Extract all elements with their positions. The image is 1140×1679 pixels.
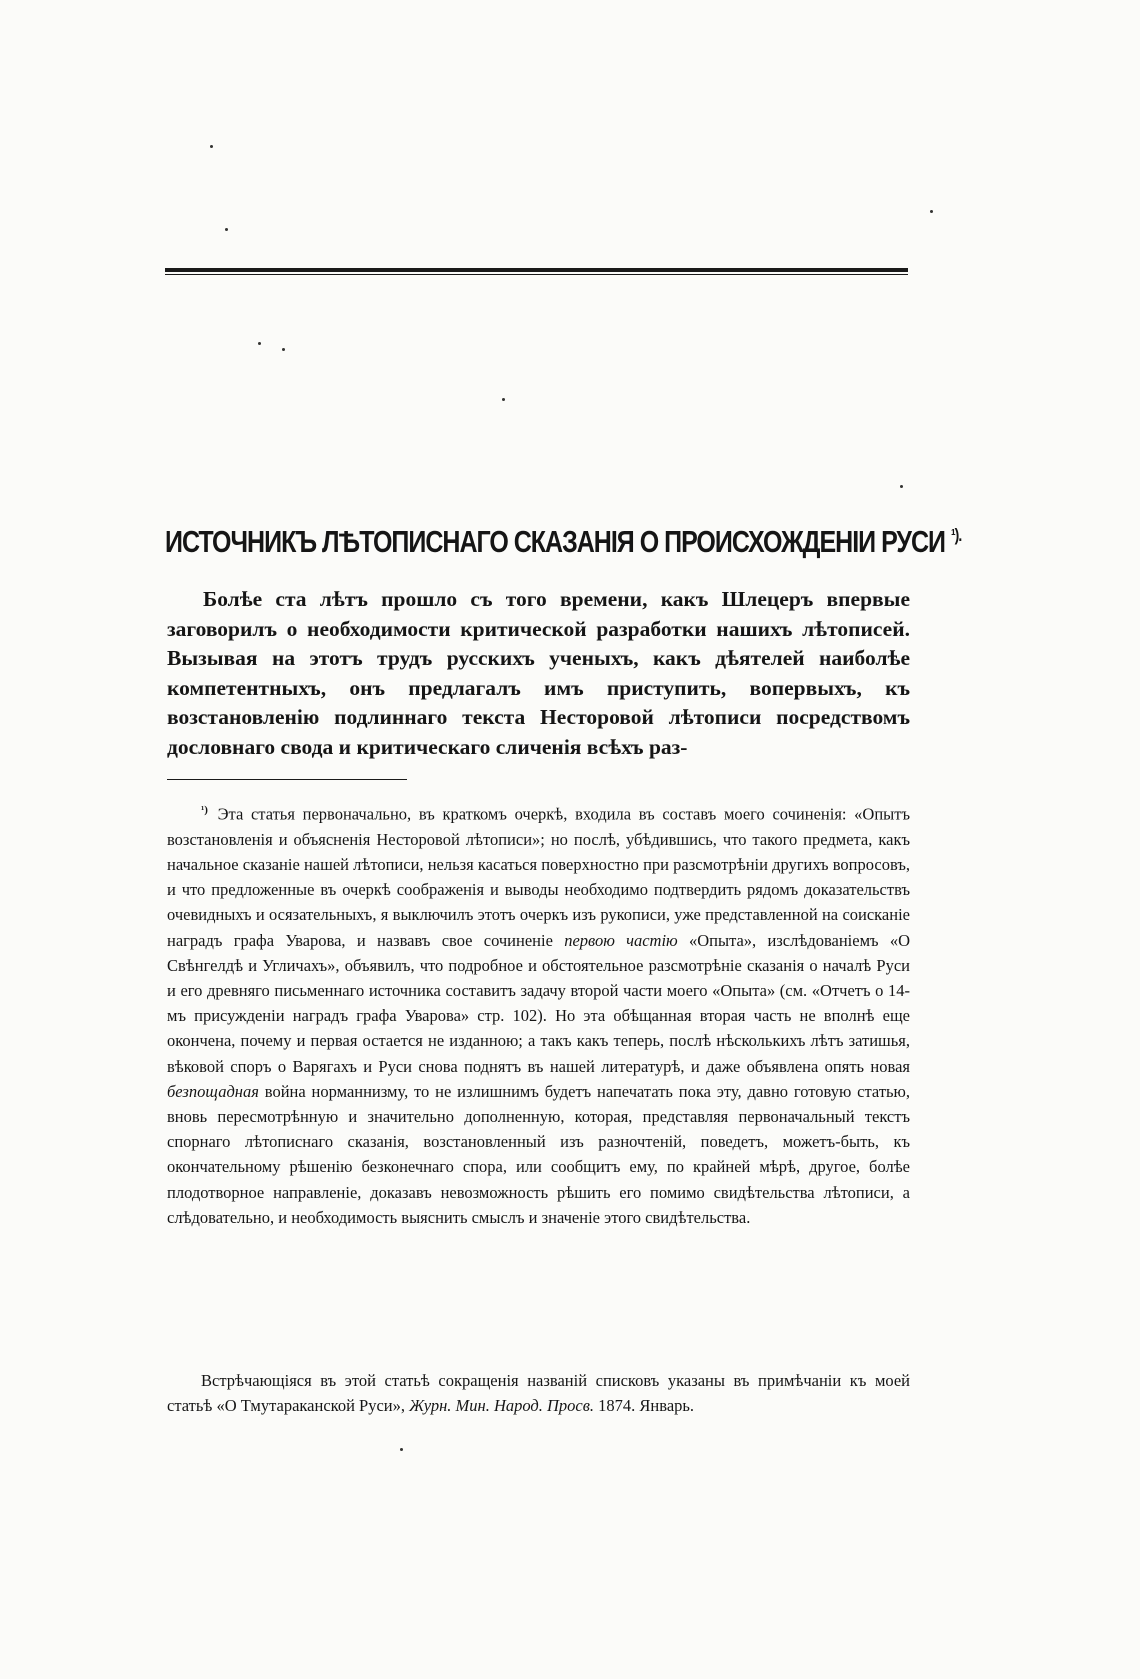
header-double-rule-thin — [165, 274, 908, 275]
footnote-emphasis-2: безпощадная — [167, 1081, 259, 1101]
print-speck — [210, 145, 213, 148]
footnote-1-continuation — [167, 1368, 910, 1418]
print-speck — [258, 342, 261, 345]
footnote-text-part2: «Опыта», изслѣдованіемъ «О Свѣнгелдѣ и Угличахъ», объявилъ, что подробное и обстоятельное разсмотрѣніе сказанія о началѣ Руси и его древняго письменнаго источника составитъ задачу второй части моего «Опыта» (см. «Отчетъ о 14-мъ присужденіи наградъ графа Уварова» стр. 102). Но эта обѣщанная вторая часть не вполнѣ еще окончена, почему и первая остается не изданною; а такъ какъ теперь, послѣ нѣсколькихъ лѣтъ затишья, вѣковой споръ о Варягахъ и Руси снова поднятъ въ нашей литературѣ, и даже объявлена опять новая — [167, 930, 911, 1076]
body-paragraph: Болѣе ста лѣтъ прошло съ того времени, какъ Шлецеръ впервые заговорилъ о необходимости критической разработки нашихъ лѣтописей. Вызывая на этотъ трудъ русскихъ ученыхъ, какъ дѣятелей наиболѣе компетентныхъ, онъ предлагалъ имъ приступить, вопервыхъ, къ возстановленію подлиннаго текста Несторовой лѣтописи посредствомъ дословнаго свода и критическаго сличенія всѣхъ раз- — [167, 587, 910, 759]
article-title — [165, 525, 962, 560]
print-speck — [282, 348, 285, 351]
title-footnote-mark: ¹). — [951, 525, 962, 545]
print-speck — [225, 228, 228, 231]
footnote-emphasis-1: первою частію — [564, 930, 678, 950]
header-double-rule-thick — [165, 268, 908, 272]
footnote-separator — [167, 779, 407, 780]
print-speck — [930, 210, 933, 213]
footnote-1 — [167, 798, 910, 1230]
footnote-text-part1: Эта статья первоначально, въ краткомъ очеркѣ, входила въ составъ моего сочиненія: «Опытъ возстановленія и объясненія Несторовой лѣтописи»; но послѣ, убѣдившись, что такого предмета, какъ начальное сказаніе нашей лѣтописи, нельзя касаться поверхностно при разсмотрѣніи другихъ вопросовъ, и что предложенные въ очеркѣ соображенія и выводы необходимо подтвердить рядомъ доказательствъ очевидныхъ и осязательныхъ, я выключилъ этотъ очеркъ изъ рукописи, уже представленной на соисканіе наградъ графа Уварова, и назвавъ свое сочиненіе — [167, 804, 910, 950]
footnote2-text-part1: Встрѣчающіяся въ этой статьѣ сокращенія названій списковъ указаны въ примѣчаніи къ моей статьѣ «О Тмутараканской Руси», — [167, 1371, 910, 1416]
footnote-text-part3: война норманнизму, то не излишнимъ будетъ напечатать пока эту, давно готовую статью, вновь пересмотрѣнную и значительно дополненную, которая, представляя первоначальный текстъ спорнаго лѣтописнаго сказанія, возстановленный изъ разночтеній, поведетъ, можетъ-быть, къ окончательному рѣшенію безконечнаго спора, или сообщитъ ему, по крайней мѣрѣ, другое, болѣе плодотворное направленіе, доказавъ невозможность рѣшить его помимо свидѣтельства лѣтописи, а слѣдовательно, и необходимость выяснить смыслъ и значеніе этого свидѣтельства. — [167, 1081, 911, 1227]
footnote2-emphasis: Журн. Мин. Народ. Просв. — [409, 1396, 595, 1416]
title-text: ИСТОЧНИКЪ ЛѢТОПИСНАГО СКАЗАНІЯ О ПРОИСХОЖДЕНІИ РУСИ — [165, 525, 946, 560]
footnote-marker: ¹) — [201, 804, 208, 816]
print-speck — [400, 1448, 403, 1451]
print-speck — [900, 485, 903, 488]
footnote2-text-part2: 1874. Январь. — [598, 1396, 695, 1416]
print-speck — [502, 398, 505, 401]
